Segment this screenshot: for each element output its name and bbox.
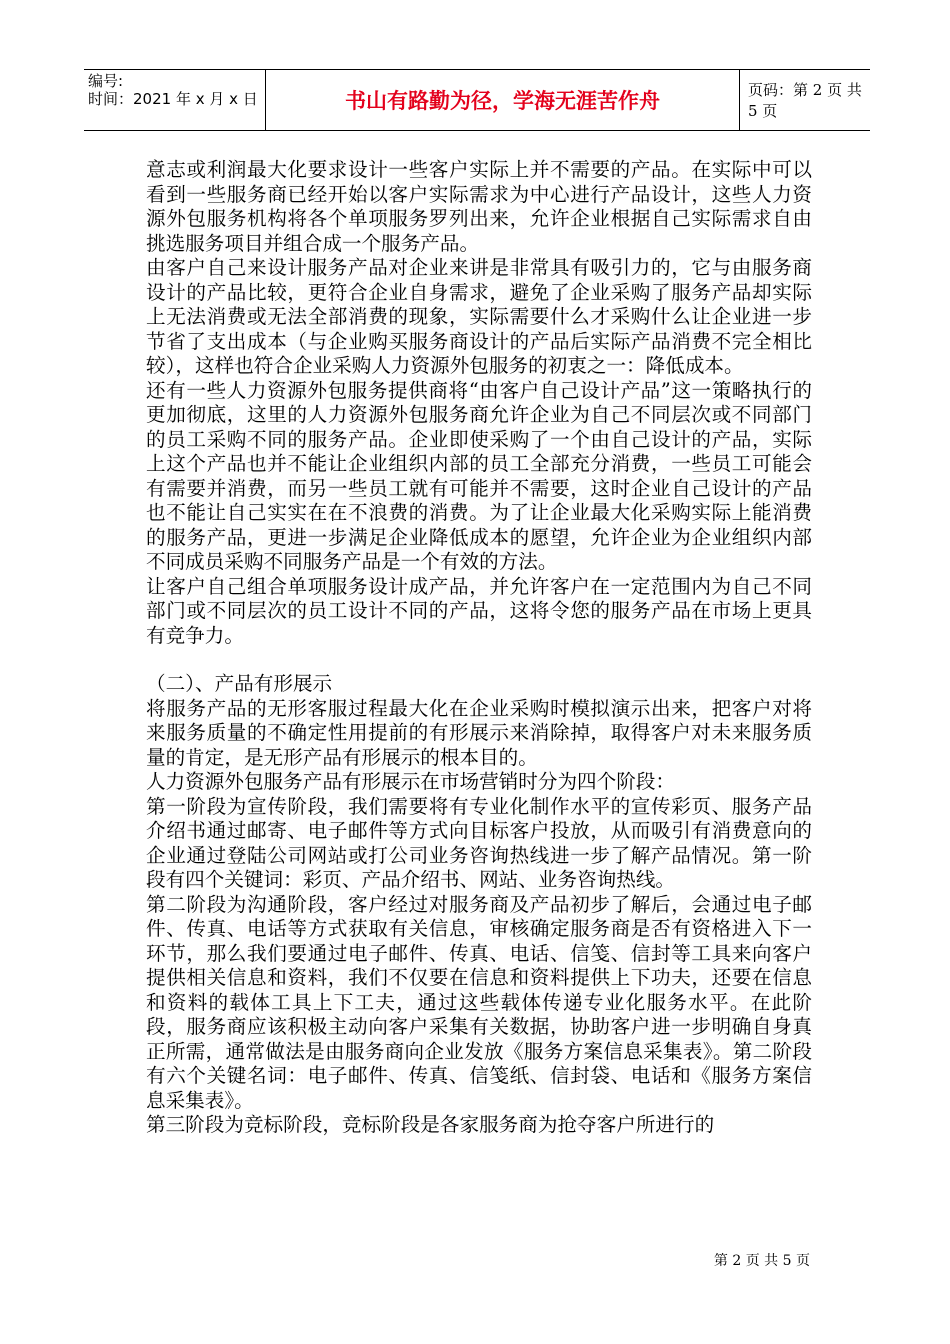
paragraph: 还有一些人力资源外包服务提供商将“由客户自己设计产品”这一策略执行的更加彻底，这里的人力资源外包服务商允许企业为自己不同层次或不同部门的员工采购不同的服务产品。企业即使采购了一个由自己设计的产品，实际上这个产品也并不能让企业组织内部的员工全部充分消费，一些员工可能会有需要并消费，而另一些员工就有可能并不需要，这时企业自己设计的产品也不能让自己实实在在不浪费的消费。为了让企业最大化采购实际上能消费的服务产品，更进一步满足企业降低成本的愿望，允许企业为企业组织内部不同成员采购不同服务产品是一个有效的方法。 (146, 378, 812, 573)
document-body (146, 158, 812, 1138)
header-motto: 书山有路勤为径，学海无涯苦作舟 (266, 70, 740, 130)
document-time-label: 时间：2021 年 x 月 x 日 (88, 90, 258, 108)
paragraph: 第二阶段为沟通阶段，客户经过对服务商及产品初步了解后，会通过电子邮件、传真、电话等方式获取有关信息，审核确定服务商是否有资格进入下一环节，那么我们要通过电子邮件、传真、电话、信笺、信封等工具来向客户提供相关信息和资料，我们不仅要在信息和资料提供上下功夫，还要在信息和资料的载体工具上下工夫，通过这些载体传递专业化服务水平。在此阶段，服务商应该积极主动向客户采集有关数据，协助客户进一步明确自身真正所需，通常做法是由服务商向企业发放《服务方案信息采集表》。第二阶段有六个关键名词：电子邮件、传真、信笺纸、信封袋、电话和《服务方案信息采集表》。 (146, 892, 812, 1112)
paragraph: 人力资源外包服务产品有形展示在市场营销时分为四个阶段： (146, 770, 676, 793)
header-page-number: 页码：第 2 页 共 5 页 (748, 81, 862, 120)
paragraph: 由客户自己来设计服务产品对企业来讲是非常具有吸引力的，它与由服务商设计的产品比较，更符合企业自身需求，避免了企业采购了服务产品却实际上无法消费或无法全部消费的现象，实际需要什么才采购什么让企业进一步节省了支出成本（与企业购买服务商设计的产品后实际产品消费不完全相比较），这样也符合企业采购人力资源外包服务的初衷之一：降低成本。 (146, 256, 812, 377)
paragraph: 第三阶段为竞标阶段，竞标阶段是各家服务商为抢夺客户所进行的 (146, 1113, 715, 1136)
paragraph: 意志或利润最大化要求设计一些客户实际上并不需要的产品。在实际中可以看到一些服务商已经开始以客户实际需求为中心进行产品设计，这些人力资源外包服务机构将各个单项服务罗列出来，允许企业根据自己实际需求自由挑选服务项目并组合成一个服务产品。 (146, 158, 812, 255)
paragraph: 将服务产品的无形客服过程最大化在企业采购时模拟演示出来，把客户对将来服务质量的不确定性用提前的有形展示来消除掉，取得客户对未来服务质量的肯定，是无形产品有形展示的根本目的。 (146, 696, 812, 769)
section-heading: （二）、产品有形展示 (146, 672, 333, 695)
page-footer: 第 2 页 共 5 页 (713, 1253, 810, 1269)
page-header (84, 69, 870, 131)
paragraph: 第一阶段为宣传阶段，我们需要将有专业化制作水平的宣传彩页、服务产品介绍书通过邮寄、电子邮件等方式向目标客户投放，从而吸引有消费意向的企业通过登陆公司网站或打公司业务咨询热线进一步了解产品情况。第一阶段有四个关键词：彩页、产品介绍书、网站、业务咨询热线。 (146, 794, 812, 891)
header-meta (84, 70, 266, 130)
paragraph-spacer (146, 648, 812, 672)
document-number-label: 编号: (88, 72, 124, 90)
paragraph: 让客户自己组合单项服务设计成产品，并允许客户在一定范围内为自己不同部门或不同层次的员工设计不同的产品，这将令您的服务产品在市场上更具有竞争力。 (146, 574, 812, 647)
